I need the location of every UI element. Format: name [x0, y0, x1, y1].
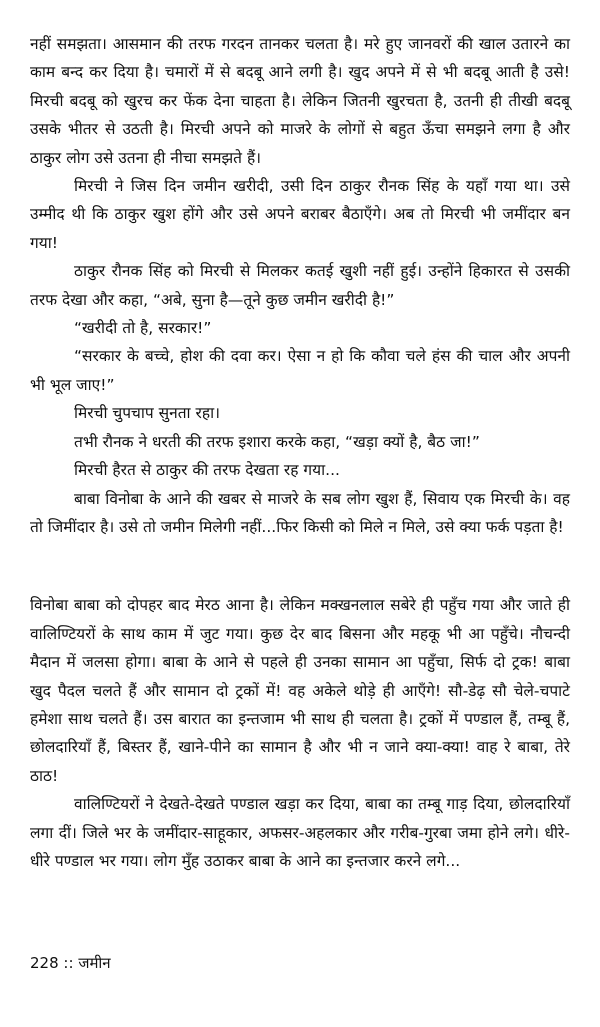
paragraph: मिरची हैरत से ठाकुर की तरफ देखता रह गया...: [74, 461, 340, 480]
paragraph: ठाकुर रौनक सिंह को मिरची से मिलकर कतई खुशी नहीं हुई। उन्होंने हिकारत से उसकी तरफ देखा और कहा, “अबे, सुना है—तूने कुछ जमीन खरीदी है!”: [30, 262, 570, 309]
section-break: [30, 541, 570, 591]
paragraph: बाबा विनोबा के आने की खबर से माजरे के सब लोग खुश हैं, सिवाय एक मिरची के। वह तो जिमींदार है। उसे तो जमीन मिलेगी नहीं...फिर किसी को मिले न मिले, उसे क्या फर्क पड़ता है!: [30, 489, 570, 536]
paragraph: मिरची चुपचाप सुनता रहा।: [74, 404, 220, 423]
paragraph: “सरकार के बच्चे, होश की दवा कर। ऐसा न हो कि कौवा चले हंस की चाल और अपनी भी भूल जाए!”: [30, 347, 570, 394]
page-footer: [30, 953, 111, 973]
paragraph: विनोबा बाबा को दोपहर बाद मेरठ आना है। लेकिन मक्खनलाल सबेरे ही पहुँच गया और जाते ही वालिण्टियरों के साथ काम में जुट गया। कुछ देर बाद बिसना और महकू भी आ पहुँचे। नौचन्दी मैदान में जलसा होगा। बाबा के आने से पहले ही उनका सामान आ पहुँचा, सिर्फ दो ट्रक! बाबा खुद पैदल चलते हैं और सामान दो ट्रकों में! वह अकेले थोड़े ही आएँगे! सौ-डेढ़ सौ चेले-चपाटे हमेशा साथ चलते हैं। उस बारात का इन्तजाम भी साथ ही चलता है। ट्रकों में पण्डाल हैं, तम्बू हैं, छोलदारियाँ हैं, बिस्तर हैं, खाने-पीने का सामान है और भी न जाने क्या-क्या! वाह रे बाबा, तेरे ठाठ!: [30, 596, 570, 785]
paragraph: “खरीदी तो है, सरकार!”: [74, 319, 212, 338]
page-number: 228: [30, 954, 59, 972]
section-top: [30, 30, 570, 541]
paragraph: वालिण्टियरों ने देखते-देखते पण्डाल खड़ा कर दिया, बाबा का तम्बू गाड़ दिया, छोलदारियाँ लगा दीं। जिले भर के जमींदार-साहूकार, अफसर-अहलकार और गरीब-गुरबा जमा होने लगे। धीरे-धीरे पण्डाल भर गया। लोग मुँह उठाकर बाबा के आने का इन्तजार करने लगे...: [30, 795, 570, 870]
paragraph: मिरची ने जिस दिन जमीन खरीदी, उसी दिन ठाकुर रौनक सिंह के यहाँ गया था। उसे उम्मीद थी कि ठाकुर खुश होंगे और उसे अपने बराबर बैठाएँगे। अब तो मिरची भी जमींदार बन गया!: [30, 177, 570, 252]
page-body: [30, 30, 570, 875]
paragraph: नहीं समझता। आसमान की तरफ गरदन तानकर चलता है। मरे हुए जानवरों की खाल उतारने का काम बन्द कर दिया है। चमारों में से बदबू आने लगी है। खुद अपने में से भी बदबू आती है उसे! मिरची बदबू को खुरच कर फेंक देना चाहता है। लेकिन जितनी खुरचता है, उतनी ही तीखी बदबू उसके भीतर से उठती है। मिरची अपने को माजरे के लोगों से बहुत ऊँचा समझने लगा है और ठाकुर लोग उसे उतना ही नीचा समझते हैं।: [30, 35, 570, 167]
footer-separator: ::: [63, 954, 74, 972]
paragraph: तभी रौनक ने धरती की तरफ इशारा करके कहा, “खड़ा क्यों है, बैठ जा!”: [74, 432, 480, 451]
book-title: जमीन: [78, 954, 111, 972]
section-bottom: [30, 591, 570, 875]
